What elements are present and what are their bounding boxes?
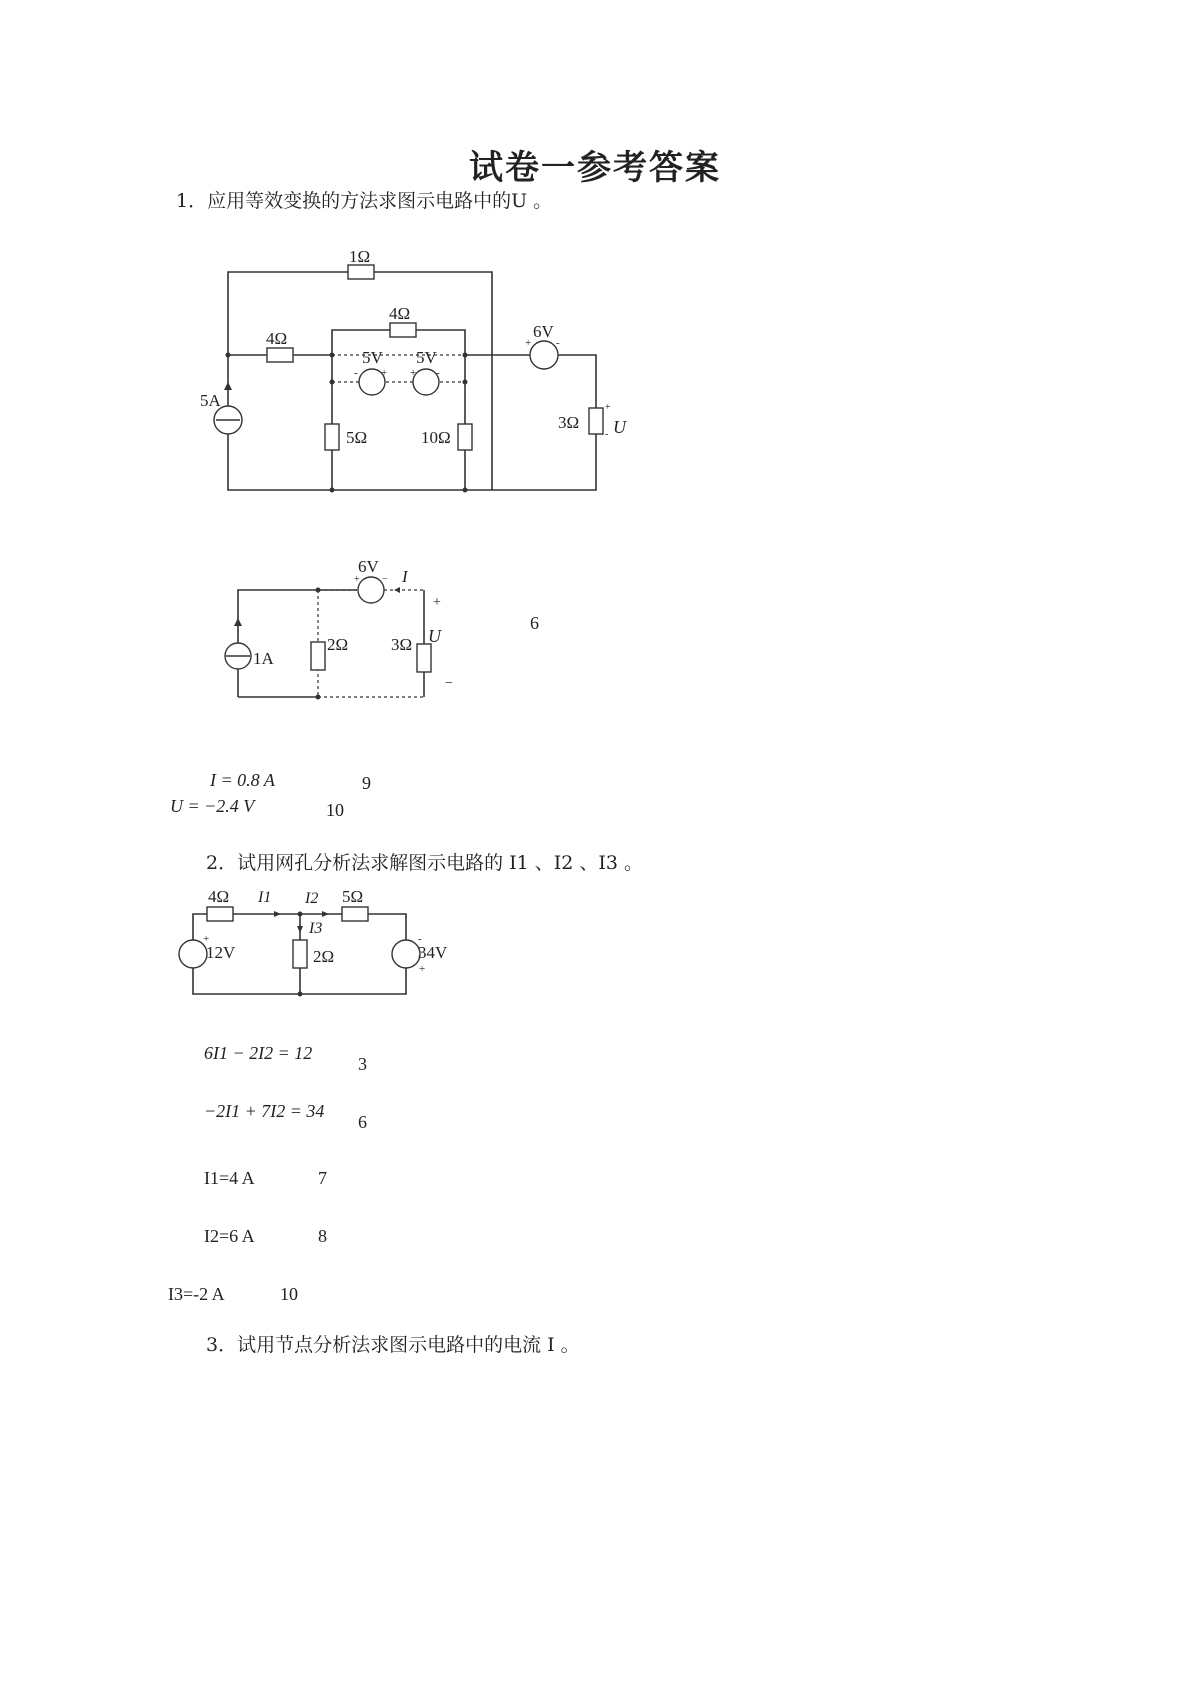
svg-text:−: − bbox=[445, 676, 453, 691]
c2-label-6v: 6V bbox=[358, 557, 379, 576]
c1-label-10ohm: 10Ω bbox=[421, 428, 451, 447]
q2-answer-I3: I3=-2 A bbox=[168, 1284, 225, 1304]
c1-label-5v-1: 5V bbox=[362, 348, 383, 367]
svg-text:−: − bbox=[382, 574, 388, 585]
c2-label-2ohm: 2Ω bbox=[327, 635, 349, 654]
q2-eq-1-score: 3 bbox=[358, 1054, 367, 1074]
q1-answer-U-score: 10 bbox=[326, 800, 344, 820]
c1-label-4ohm-left: 4Ω bbox=[266, 329, 288, 348]
c1-label-3ohm: 3Ω bbox=[558, 413, 580, 432]
c3-resistor-4ohm bbox=[207, 907, 233, 921]
c1-label-5ohm: 5Ω bbox=[346, 428, 368, 447]
c1-label-1ohm: 1Ω bbox=[349, 247, 371, 266]
c3-label-12v: 12V bbox=[206, 943, 236, 962]
svg-text:+: + bbox=[354, 574, 360, 585]
c3-resistor-5ohm bbox=[342, 907, 368, 921]
c2-score: 6 bbox=[530, 613, 539, 633]
c2-label-U: U bbox=[428, 626, 441, 646]
svg-text:+: + bbox=[525, 337, 532, 349]
c3-label-I1: I1 bbox=[258, 889, 272, 906]
q2-answer-I1-score: 7 bbox=[318, 1168, 327, 1188]
c2-label-3ohm: 3Ω bbox=[391, 635, 413, 654]
c1-label-6v: 6V bbox=[533, 322, 554, 341]
q2-eq-2-score: 6 bbox=[358, 1112, 367, 1132]
c3-label-34v: 34V bbox=[418, 943, 448, 962]
svg-text:-: - bbox=[418, 933, 422, 945]
c3-voltage-source-34v bbox=[392, 940, 420, 968]
question-1-text: 1．应用等效变换的方法求图示电路中的U 。 bbox=[176, 190, 553, 212]
q2-answer-I3-score: 10 bbox=[280, 1284, 298, 1304]
svg-text:-: - bbox=[436, 367, 440, 379]
c1-label-U: U bbox=[613, 417, 626, 437]
c3-label-I3: I3 bbox=[309, 920, 323, 937]
q1-answer-I: I = 0.8 A bbox=[210, 770, 275, 790]
c2-label-1A: 1A bbox=[253, 649, 274, 668]
svg-text:-: - bbox=[556, 337, 560, 349]
svg-text:+: + bbox=[419, 963, 426, 975]
q1-answer-U: U = −2.4 V bbox=[170, 796, 255, 816]
q1-answer-I-score: 9 bbox=[362, 773, 371, 793]
svg-text:+: + bbox=[433, 595, 441, 610]
c1-label-5A: 5A bbox=[200, 391, 221, 410]
c3-label-5ohm: 5Ω bbox=[342, 887, 364, 906]
c3-label-2ohm: 2Ω bbox=[313, 947, 335, 966]
svg-text:+: + bbox=[381, 367, 388, 379]
q2-answer-I1: I1=4 A bbox=[204, 1168, 255, 1188]
svg-text:+: + bbox=[410, 367, 417, 379]
c1-label-5v-2: 5V bbox=[416, 348, 437, 367]
svg-text:+: + bbox=[605, 402, 611, 413]
c2-label-I: I bbox=[402, 567, 408, 586]
svg-text:+: + bbox=[203, 933, 210, 945]
page-title: 试卷一参考答案 bbox=[469, 148, 721, 188]
c3-resistor-2ohm bbox=[293, 940, 307, 968]
q2-answer-I2-score: 8 bbox=[318, 1226, 327, 1246]
svg-text:-: - bbox=[605, 429, 609, 440]
svg-text:-: - bbox=[354, 367, 358, 379]
q2-answer-I2: I2=6 A bbox=[204, 1226, 255, 1246]
q2-eq-2: −2I1 + 7I2 = 34 bbox=[204, 1101, 325, 1121]
c3-label-I2: I2 bbox=[305, 890, 319, 907]
question-2-text: 2．试用网孔分析法求解图示电路的 I1 、I2 、I3 。 bbox=[206, 852, 644, 874]
q2-eq-1: 6I1 − 2I2 = 12 bbox=[204, 1043, 313, 1063]
question-3-text: 3．试用节点分析法求图示电路中的电流 I 。 bbox=[206, 1334, 580, 1356]
c1-label-4ohm-inner: 4Ω bbox=[389, 304, 411, 323]
c3-label-4ohm: 4Ω bbox=[208, 887, 230, 906]
